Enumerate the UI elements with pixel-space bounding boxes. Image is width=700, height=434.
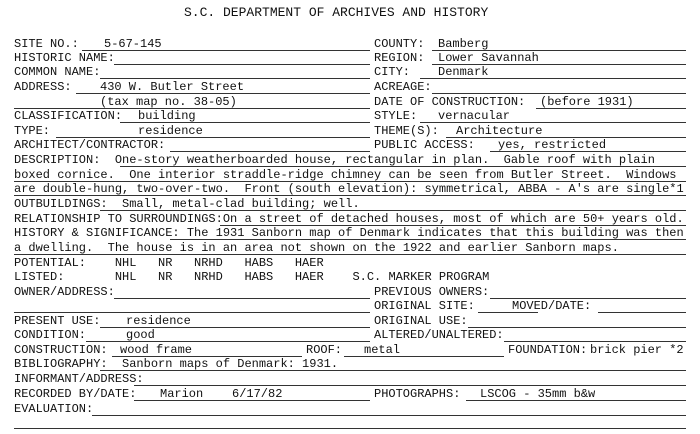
- county-value: Bamberg: [438, 37, 489, 51]
- site-no-label: SITE NO.:: [14, 37, 79, 51]
- style-value: vernacular: [438, 109, 511, 123]
- form-title: S.C. DEPARTMENT OF ARCHIVES AND HISTORY: [184, 5, 489, 20]
- date-label: DATE OF CONSTRUCTION:: [374, 95, 526, 109]
- public-access-value: yes, restricted: [498, 138, 607, 152]
- architect-line: [170, 151, 370, 152]
- evaluation-label: EVALUATION:: [14, 402, 94, 416]
- roof-value: metal: [364, 343, 401, 357]
- theme-label: THEME(S):: [374, 124, 439, 138]
- recorded-date-value: 6/17/82: [232, 387, 283, 401]
- history-line-1: HISTORY & SIGNIFICANCE: The 1931 Sanborn map of Denmark indicates that this building was then: [14, 226, 684, 240]
- public-access-line: [490, 151, 686, 152]
- evaluation-line: [92, 415, 686, 416]
- style-label: STYLE:: [374, 109, 418, 123]
- altered-line: [504, 341, 686, 342]
- foundation-label: FOUNDATION:: [508, 343, 588, 357]
- present-use-label: PRESENT USE:: [14, 314, 101, 328]
- type-value: residence: [138, 124, 203, 138]
- bibliography-text: BIBLIOGRAPHY: Sanborn maps of Denmark: 1931.: [14, 357, 339, 371]
- classification-value: building: [138, 109, 196, 123]
- date-value: (before 1931): [540, 95, 634, 109]
- construction-label: CONSTRUCTION:: [14, 343, 108, 357]
- photographs-label: PHOTOGRAPHS:: [374, 387, 461, 401]
- history-line-2: a dwelling. The house is in an area not shown on the 1922 and earlier Sanborn maps.: [14, 241, 619, 255]
- public-access-label: PUBLIC ACCESS:: [374, 138, 475, 152]
- architect-label: ARCHITECT/CONTRACTOR:: [14, 138, 166, 152]
- condition-line: [86, 341, 370, 342]
- tax-map-value: (tax map no. 38-05): [100, 95, 237, 109]
- potential-row: POTENTIAL: NHL NR NRHD HABS HAER: [14, 256, 324, 270]
- history-rule-1: [170, 239, 686, 240]
- classification-line: [120, 122, 370, 123]
- common-name-line: [100, 78, 370, 79]
- condition-label: CONDITION:: [14, 328, 87, 342]
- region-value: Lower Savannah: [438, 51, 539, 65]
- common-name-label: COMMON NAME:: [14, 65, 101, 79]
- description-rule-1: [120, 166, 686, 167]
- historic-name-line: [114, 64, 370, 65]
- historic-name-label: HISTORIC NAME:: [14, 51, 115, 65]
- informant-line: [134, 385, 686, 386]
- address-line: [76, 93, 370, 94]
- description-line-3: are double-hung, two-over-two. Front (south elevation): symmetrical, ABBA - A's are single*1: [14, 182, 684, 196]
- moved-label: MOVED/DATE:: [512, 299, 592, 313]
- listed-row: LISTED: NHL NR NRHD HABS HAER S.C. MARKER PROGRAM: [14, 270, 490, 284]
- recorded-by-value: Marion: [160, 387, 204, 401]
- description-line-1: DESCRIPTION: One-story weatherboarded house, rectangular in plan. Gable roof with plain: [14, 153, 655, 167]
- original-site-label: ORIGINAL SITE:: [374, 299, 475, 313]
- owner-line: [114, 298, 370, 299]
- region-label: REGION:: [374, 51, 425, 65]
- outbuildings-rule: [100, 210, 686, 211]
- roof-label: ROOF:: [306, 343, 343, 357]
- original-use-label: ORIGINAL USE:: [374, 314, 468, 328]
- acreage-label: ACREAGE:: [374, 80, 432, 94]
- owner-label: OWNER/ADDRESS:: [14, 285, 115, 299]
- description-rule-3: [14, 195, 686, 196]
- foundation-value: brick pier *2: [590, 343, 684, 357]
- photographs-line: [466, 400, 686, 401]
- bibliography-rule: [100, 370, 686, 371]
- site-no-line: [82, 50, 370, 51]
- site-no-value: 5-67-145: [104, 37, 162, 51]
- description-line-2: boxed cornice. One interior straddle-ridge chimney can be seen from Butler Street. Windows: [14, 168, 677, 182]
- recorded-label: RECORDED BY/DATE:: [14, 387, 137, 401]
- altered-label: ALTERED/UNALTERED:: [374, 328, 504, 342]
- city-value: Denmark: [438, 65, 489, 79]
- present-use-value: residence: [126, 314, 191, 328]
- previous-owners-label: PREVIOUS OWNERS:: [374, 285, 490, 299]
- type-label: TYPE:: [14, 124, 51, 138]
- outbuildings-text: OUTBUILDINGS: Small, metal-clad building; well.: [14, 197, 360, 211]
- photographs-value: LSCOG - 35mm b&w: [480, 387, 596, 401]
- informant-label: INFORMANT/ADDRESS:: [14, 372, 144, 386]
- theme-value: Architecture: [456, 124, 543, 138]
- construction-value: wood frame: [120, 343, 193, 357]
- roof-line: [344, 356, 504, 357]
- owner-line-2: [14, 312, 370, 313]
- classification-label: CLASSIFICATION:: [14, 109, 123, 123]
- relationship-text: RELATIONSHIP TO SURROUNDINGS:On a street of detached houses, most of which are 50+ years old.: [14, 212, 684, 226]
- moved-line: [598, 312, 686, 313]
- date-line: [536, 108, 686, 109]
- county-label: COUNTY:: [374, 37, 425, 51]
- city-line: [420, 78, 686, 79]
- acreage-line: [432, 93, 686, 94]
- address-label: ADDRESS:: [14, 80, 72, 94]
- city-label: CITY:: [374, 65, 411, 79]
- recorded-line: [134, 400, 370, 401]
- evaluation-line-2: [14, 428, 686, 429]
- style-line: [420, 122, 686, 123]
- history-rule-2: [14, 254, 686, 255]
- condition-value: good: [126, 328, 155, 342]
- address-value: 430 W. Butler Street: [100, 80, 245, 94]
